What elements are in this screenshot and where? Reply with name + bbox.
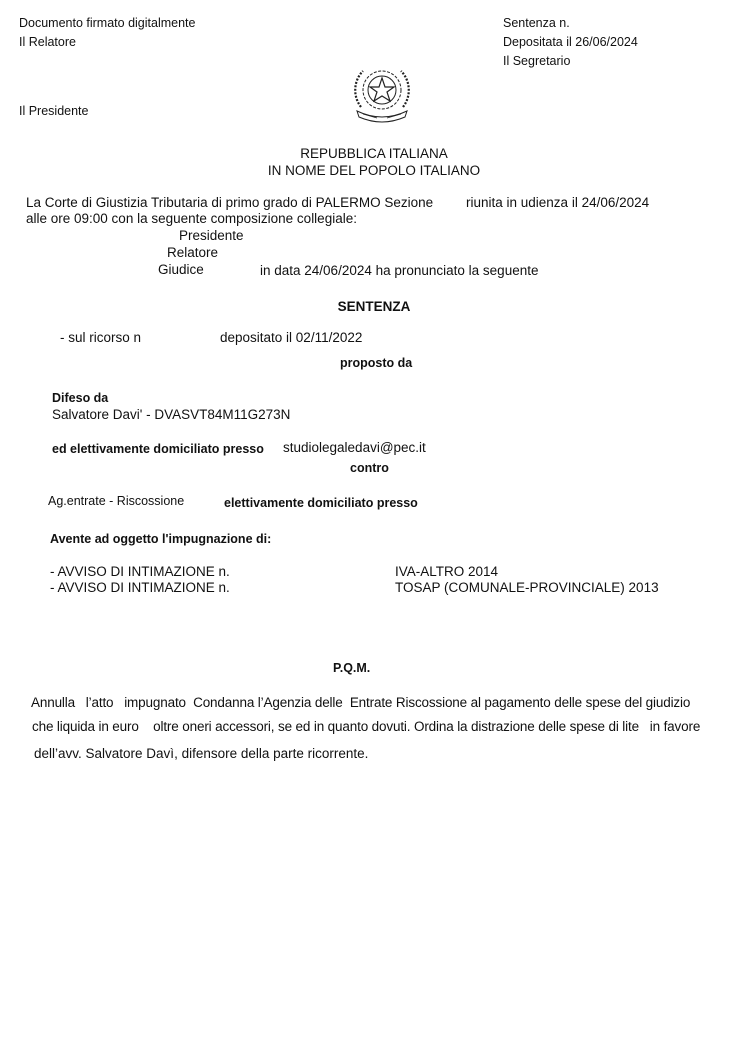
sentenza-number: Sentenza n. (503, 16, 570, 30)
pronounced-text: in data 24/06/2024 ha pronunciato la seguente (260, 263, 539, 278)
oggetto-item-2-detail: TOSAP (COMUNALE-PROVINCIALE) 2013 (395, 580, 659, 595)
controparte-domicilio-label: elettivamente domiciliato presso (224, 496, 418, 510)
title-republic: REPUBBLICA ITALIANA (300, 146, 448, 161)
difeso-da-label: Difeso da (52, 391, 109, 405)
proposto-da-heading: proposto da (340, 356, 413, 370)
ricorso-label: - sul ricorso n (60, 330, 142, 345)
italian-republic-emblem-icon (349, 61, 415, 125)
pqm-line-3: dell’avv. Salvatore Davì, difensore della parte ricorrente. (34, 746, 369, 761)
presidente-label: Il Presidente (19, 104, 89, 118)
controparte-name: Ag.entrate - Riscossione (48, 494, 185, 508)
role-relatore: Relatore (167, 245, 219, 260)
sentenza-heading: SENTENZA (337, 299, 411, 314)
domicilio-label: ed elettivamente domiciliato presso (52, 442, 264, 456)
ricorso-deposited: depositato il 02/11/2022 (220, 330, 363, 345)
role-presidente: Presidente (179, 228, 244, 243)
oggetto-item-1-detail: IVA-ALTRO 2014 (395, 564, 499, 579)
contro-heading: contro (350, 461, 389, 475)
intro-court: La Corte di Giustizia Tributaria di primo grado di PALERMO Sezione (26, 195, 434, 210)
title-people: IN NOME DEL POPOLO ITALIANO (267, 163, 481, 178)
relatore-label: Il Relatore (19, 35, 76, 49)
pqm-heading: P.Q.M. (333, 661, 371, 675)
deposit-date: Depositata il 26/06/2024 (503, 35, 638, 49)
segretario-label: Il Segretario (503, 54, 571, 68)
digital-signature-note: Documento firmato digitalmente (19, 16, 196, 30)
oggetto-item-2-label: - AVVISO DI INTIMAZIONE n. (50, 580, 230, 595)
oggetto-item-1-label: - AVVISO DI INTIMAZIONE n. (50, 564, 230, 579)
oggetto-heading: Avente ad oggetto l'impugnazione di: (50, 532, 272, 546)
pqm-line-2: che liquida in euro oltre oneri accessori, se ed in quanto dovuti. Ordina la distrazione delle spese di lite in favore (32, 719, 701, 734)
defender-name: Salvatore Davi' - DVASVT84M11G273N (52, 407, 291, 422)
pqm-line-1: Annulla l’atto impugnato Condanna l’Agenzia delle Entrate Riscossione al pagamento delle spese del giudizio (31, 695, 691, 710)
intro-composition: alle ore 09:00 con la seguente composizione collegiale: (26, 211, 357, 226)
domicilio-email: studiolegaledavi@pec.it (283, 440, 426, 455)
role-giudice: Giudice (158, 262, 204, 277)
intro-hearing: riunita in udienza il 24/06/2024 (466, 195, 650, 210)
